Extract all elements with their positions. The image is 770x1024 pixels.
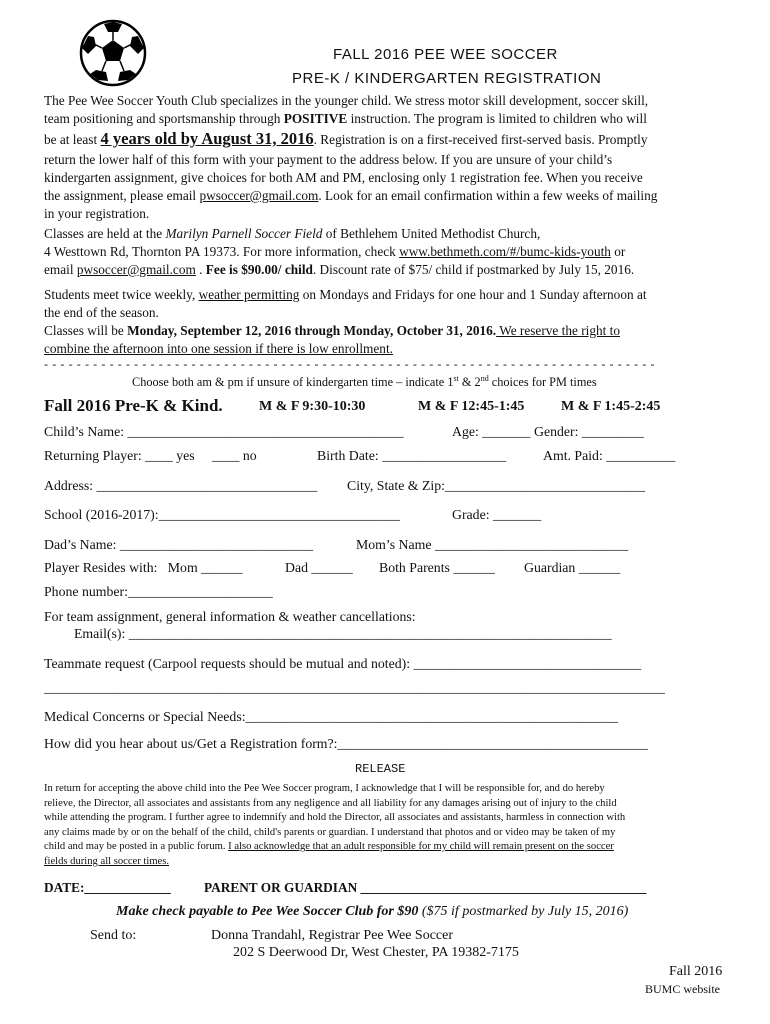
birth-date-field[interactable]: Birth Date: __________________	[317, 448, 507, 463]
dad-name-field[interactable]: Dad’s Name: ____________________________	[44, 537, 314, 552]
footer-source: BUMC website	[645, 982, 720, 996]
email-link-2[interactable]: pwsoccer@gmail.com	[76, 262, 196, 277]
resides-mom-field[interactable]: Player Resides with: Mom ______	[44, 560, 243, 575]
email-link[interactable]: pwsoccer@gmail.com	[199, 188, 319, 203]
team-assignment-label: For team assignment, general information & weather cancellations:	[44, 609, 416, 624]
title-line-1: FALL 2016 PEE WEE SOCCER	[333, 46, 558, 63]
time-option-3[interactable]: M & F 1:45-2:45	[561, 399, 661, 414]
footer-season: Fall 2016	[669, 964, 723, 979]
soccer-ball-icon	[78, 18, 148, 88]
child-name-field[interactable]: Child’s Name: ________________________________________	[44, 424, 404, 439]
school-field[interactable]: School (2016-2017):___________________________________	[44, 507, 401, 522]
returning-player-field[interactable]: Returning Player: ____ yes ____ no	[44, 448, 257, 463]
intro-paragraph-3: Students meet twice weekly, weather permitting on Mondays and Fridays for one hour and 1 Sunday afternoon at the end of the season. Classes will be Monday, September 12, 2016 through Monday, October 31, 2016. We reserve the right to combine the afternoon into one session if there is low enrollment.	[44, 287, 647, 356]
teammate-request-field[interactable]: Teammate request (Carpool requests should be mutual and noted): _________________________________	[44, 656, 642, 671]
parent-signature-field[interactable]: PARENT OR GUARDIAN ___________________________________________	[204, 880, 647, 895]
resides-guardian-field[interactable]: Guardian ______	[524, 560, 621, 575]
amount-paid-field[interactable]: Amt. Paid: __________	[543, 448, 676, 463]
cut-line: - - - - - - - - - - - - - - - - - - - - - - - - - - - - - - - - - - - - - - - - - - - - - - - - - - - - - - - - - - - - - - - - - - - - - - - - - - -	[44, 357, 656, 371]
resides-dad-field[interactable]: Dad ______	[285, 560, 353, 575]
teammate-request-line[interactable]: __________________________________________________________________________________________	[44, 680, 665, 695]
address-field[interactable]: Address: ________________________________	[44, 478, 318, 493]
grade-field[interactable]: Grade: _______	[452, 507, 542, 522]
title-line-2: PRE-K / KINDERGARTEN REGISTRATION	[292, 70, 602, 87]
time-option-2[interactable]: M & F 12:45-1:45	[418, 399, 525, 414]
how-did-you-hear-field[interactable]: How did you hear about us/Get a Registration form?:_____________________________________________	[44, 736, 648, 751]
registrar-address: 202 S Deerwood Dr, West Chester, PA 19382-7175	[233, 945, 519, 960]
release-text: In return for accepting the above child into the Pee Wee Soccer program, I acknowledge that I will be responsible for, and do hereby relieve, the Director, all associates and assistants from any negligence and all liability for any damages arising out of injury to the child while attending the program. I further agree to indemnify and hold the Director, all associates and assistants, harmless in connection with any claims made by or on the behalf of the child, child's parents or guardian. I understand that photos and or video may be taken of my child and may be posted in a public forum. I also acknowledge that an adult responsible for my child will remain present on the soccer fields during all soccer times.	[44, 783, 626, 867]
release-heading: RELEASE	[355, 762, 406, 776]
choose-note: Choose both am & pm if unsure of kindergarten time – indicate 1st & 2nd choices for PM times	[132, 374, 597, 390]
registrar-name: Donna Trandahl, Registrar Pee Wee Soccer	[211, 928, 453, 943]
city-state-zip-field[interactable]: City, State & Zip:_____________________________	[347, 478, 646, 493]
website-link[interactable]: www.bethmeth.com/#/bumc-kids-youth	[399, 244, 611, 259]
email-field[interactable]: Email(s): ______________________________________________________________________	[74, 626, 612, 641]
resides-both-field[interactable]: Both Parents ______	[379, 560, 495, 575]
age-gender-field[interactable]: Age: _______ Gender: _________	[452, 424, 644, 439]
form-heading: Fall 2016 Pre-K & Kind.	[44, 396, 223, 415]
time-option-1[interactable]: M & F 9:30-10:30	[259, 399, 366, 414]
intro-paragraph-2: Classes are held at the Marilyn Parnell Soccer Field of Bethlehem United Methodist Church, 4 Westtown Rd, Thornton PA 19373. For more information, check www.bethmeth.com/#/bumc-kids-youth or email pwsoccer@gmail.com . Fee is $90.00/ child. Discount rate of $75/ child if postmarked by July 15, 2016.	[44, 226, 635, 277]
payment-instruction: Make check payable to Pee Wee Soccer Club for $90 ($75 if postmarked by July 15, 2016)	[116, 904, 629, 919]
send-to-label: Send to:	[90, 928, 137, 943]
mom-name-field[interactable]: Mom’s Name ____________________________	[356, 537, 629, 552]
medical-concerns-field[interactable]: Medical Concerns or Special Needs:______________________________________________________	[44, 709, 619, 724]
intro-paragraph-1: The Pee Wee Soccer Youth Club specializes in the younger child. We stress motor skill development, soccer skill, team positioning and sportsmanship through POSITIVE instruction. The program is limited to children who will be at least 4 years old by August 31, 2016. Registration is on a first-received first-served basis. Promptly return the lower half of this form with your payment to the address below. If you are unsure of your child’s kindergarten assignment, give choices for both AM and PM, enclosing only 1 registration fee. When you receive the assignment, please email pwsoccer@gmail.com. Look for an email confirmation within a few weeks of mailing in your registration.	[44, 93, 658, 221]
date-field[interactable]: DATE:_____________	[44, 880, 171, 895]
phone-field[interactable]: Phone number:_____________________	[44, 584, 273, 599]
